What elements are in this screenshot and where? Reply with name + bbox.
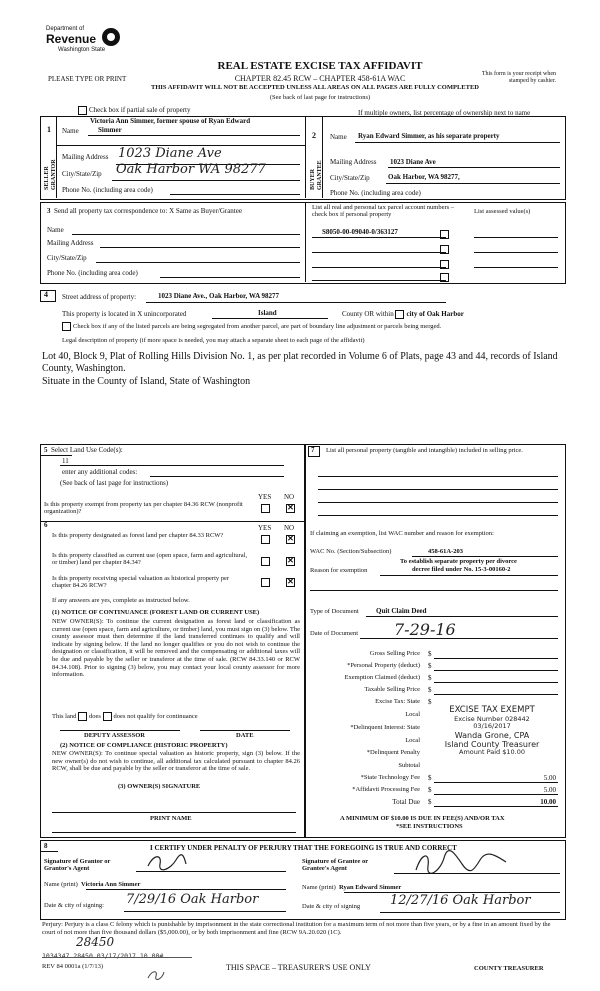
legal-description-label: Legal description of property (if more space is needed, you may attach a separate sheet to each page of the affidavit)	[62, 337, 365, 344]
seller-name-label: Name	[62, 127, 79, 135]
yes-header-1: YES	[258, 493, 272, 501]
doc-type-label: Type of Document	[310, 608, 359, 615]
calc-gross-sym: $	[428, 650, 432, 658]
wac-value[interactable]: 458-61A-203	[428, 548, 464, 555]
grantee-name-row	[302, 884, 401, 891]
seller-side-label: SELLER GRANTOR	[44, 159, 57, 190]
stamp-line-5: Island County Treasurer	[444, 739, 540, 749]
county-value[interactable]: Island	[258, 309, 277, 317]
seller-mailing-value[interactable]: 1023 Diane Ave	[118, 146, 222, 161]
located-label: This property is located in X unincorporated	[62, 310, 187, 318]
parcel-value[interactable]: S8050-00-09040-0/363127	[322, 228, 398, 236]
s3-name-label: Name	[47, 226, 64, 234]
calc-affidavit-fee-value[interactable]: 5.00	[543, 786, 556, 794]
buyer-mailing-value[interactable]: 1023 Diane Ave	[390, 158, 436, 166]
q-current-use: Is this property classified as current use (open space, farm and agricultural, or timber) land per chapter 84.34?	[52, 552, 248, 567]
dor-logo-dept-line: Department of	[46, 26, 85, 32]
seller-name-value-2[interactable]: Simmer	[98, 126, 122, 134]
grantor-name-row	[44, 881, 140, 888]
form-title: REAL ESTATE EXCISE TAX AFFIDAVIT	[217, 60, 423, 72]
reason-value-2[interactable]: decree filed under No. 15-3-00160-2	[412, 566, 511, 573]
notice2-title: (2) NOTICE OF COMPLIANCE (HISTORIC PROPERTY)	[60, 742, 228, 749]
exemption-label: If claiming an exemption, list WAC number and reason for exemption:	[310, 530, 494, 537]
stamp-line-1: EXCISE TAX EXEMPT	[449, 705, 535, 715]
grantee-sig-label: Signature of Grantee or Grantee's Agent	[302, 858, 369, 873]
dor-logo-mark-icon	[102, 28, 120, 46]
partial-sale-label: Check box if partial sale of property	[89, 106, 191, 115]
buyer-mailing-label: Mailing Address	[330, 158, 377, 166]
certify-line: I CERTIFY UNDER PENALTY OF PERJURY THAT THE FOREGOING IS TRUE AND CORRECT	[150, 844, 457, 852]
stamp-line-3: 03/16/2017	[473, 722, 511, 731]
stamp-line-4: Wanda Grone, CPA	[454, 730, 530, 740]
minimum-note: A MINIMUM OF $10.00 IS DUE IN FEE(S) AND/OR TAX	[340, 815, 505, 822]
calc-excise-state-label: Excise Tax: State	[375, 698, 420, 705]
buyer-city-label: City/State/Zip	[330, 174, 370, 182]
calc-personal-sym: $	[428, 662, 432, 670]
q-historic: Is this property receiving special valuation as historical property per chapter 84.26 RCW?	[52, 575, 230, 590]
does-not-qualify-checkbox[interactable]	[103, 712, 112, 721]
dor-logo-name: Revenue	[46, 32, 97, 46]
section-1-number: 1	[47, 125, 51, 134]
grantee-signature-scribble-icon	[410, 848, 550, 876]
additional-codes-label: enter any additional codes:	[62, 468, 138, 476]
grantor-signature[interactable]	[140, 852, 280, 872]
section-4-number: 4	[44, 290, 48, 299]
multiple-owners-note: If multiple owners, list percentage of ownership next to name	[358, 109, 531, 117]
buyer-name-value[interactable]: Ryan Edward Simmer, as his separate property	[358, 132, 500, 140]
section-3-number: 3	[47, 207, 51, 215]
doc-date-value[interactable]: 7-29-16	[394, 620, 456, 639]
exempt-stamp	[424, 706, 560, 757]
city-of-label: city of Oak Harbor	[406, 310, 464, 319]
county-label: County OR within	[342, 310, 394, 319]
date-label: DATE	[236, 732, 254, 739]
does-not-label: does not qualify for continuance	[113, 712, 198, 720]
section-4-number-box	[40, 290, 56, 302]
segregated-row	[62, 322, 562, 331]
notice2-text: NEW OWNER(S): To continue special valuation as historic property, sign (3) below. If the new owner(s) do not wish to continue, all additional tax calculated pursuant to chapter 84.26 RCW, shall be due and payable by the seller or transferor at the time of sale.	[52, 750, 300, 773]
buyer-phone-label: Phone No. (including area code)	[330, 189, 421, 197]
s3-phone-label: Phone No. (including area code)	[47, 269, 138, 277]
q-current-use-no[interactable]: ✕	[287, 555, 294, 565]
partial-sale-checkbox[interactable]	[78, 106, 87, 115]
calc-subtotal-label: Subtotal	[398, 762, 420, 769]
grantor-name-label: Name (print)	[44, 881, 78, 888]
grantor-date-value[interactable]: 7/29/16 Oak Harbor	[126, 892, 259, 907]
grantor-name-value[interactable]: Victoria Ann Simmer	[81, 881, 141, 888]
calc-delinq-state-label: *Delinquent Interest: State	[350, 724, 420, 731]
q-nonprofit-yes[interactable]	[261, 503, 272, 513]
see-instructions: *SEE INSTRUCTIONS	[396, 823, 463, 830]
q-current-use-yes[interactable]	[261, 556, 272, 566]
partial-sale-row	[78, 106, 190, 115]
this-land-label: This land	[52, 712, 77, 720]
q-forest-no[interactable]: ✕	[287, 533, 294, 543]
seller-city-label: City/State/Zip	[62, 170, 102, 178]
s3-mailing-label: Mailing Address	[47, 239, 94, 247]
grantee-date-label: Date & city of signing	[302, 903, 361, 910]
section-5-number: 5	[44, 446, 48, 454]
calc-exemption-label: Exemption Claimed (deduct)	[344, 674, 420, 681]
deputy-assessor-label: DEPUTY ASSESSOR	[84, 732, 145, 739]
q-historic-yes[interactable]	[261, 577, 272, 587]
calc-excise-state-sym: $	[428, 698, 432, 706]
receipt-note: This form is your receipt when stamped by cashier.	[481, 71, 556, 84]
notice1-text: NEW OWNER(S): To continue the current designation as forest land or classification as current use (open space, farm and agriculture, or timber) land, you must sign on (3) below. The county assessor must then determine if the land transferred continues to qualify and will indicate by signing below. If the land no longer qualifies or you do not wish to continue the designation or classification, it will be removed and the compensating or additional taxes will be due and payable by the seller or transferor at the time of sale. (RCW 84.33.140 or RCW 84.34.108). Prior to signing (3) below, you may contact your local county assessor for more information.	[52, 618, 300, 679]
q-forest: Is this property designated as forest land per chapter 84.33 RCW?	[52, 532, 224, 539]
footer-scribble-icon	[146, 968, 166, 984]
q-forest-yes[interactable]	[261, 534, 272, 544]
grantee-name-label: Name (print)	[302, 884, 336, 891]
segregated-label: Check box if any of the listed parcels are being segregated from another parcel, are part of boundary line adjustment or parcels being merged.	[73, 323, 442, 331]
section-6-number: 6	[44, 521, 48, 529]
reason-value-1[interactable]: To establish separate property per divorce	[400, 558, 517, 565]
calc-gross-label: Gross Selling Price	[369, 650, 420, 657]
perjury-note: Perjury: Perjury is a class C felony which is punishable by imprisonment in the state correctional institution for a maximum term of not more than five years, or by a fine in an amount fixed by the court of not more than five thousand dollars ($5,000.00), or by both imprisonment and fine (RCW 9A.20.020 (1C).	[42, 921, 551, 936]
dor-logo	[44, 26, 134, 64]
dor-logo-state: Washington State	[58, 47, 106, 53]
continuance-row	[52, 712, 198, 721]
section-7-number: 7	[311, 446, 315, 454]
section-8-number: 8	[44, 842, 48, 850]
calc-affidavit-fee-label: *Affidavit Processing Fee	[352, 786, 420, 793]
does-qualify-checkbox[interactable]	[78, 712, 87, 721]
section-2-number: 2	[312, 131, 316, 140]
calc-tech-fee-sym: $	[428, 774, 432, 782]
notice1-title: (1) NOTICE OF CONTINUANCE (FOREST LAND OR CURRENT USE)	[52, 609, 260, 616]
footer-handwritten-number: 28450	[76, 935, 115, 949]
calc-affidavit-fee-sym: $	[428, 786, 432, 794]
section-5-title-row	[44, 446, 123, 454]
footer-county-treasurer: COUNTY TREASURER	[474, 965, 544, 972]
no-header-1: NO	[284, 493, 295, 501]
segregated-checkbox[interactable]	[62, 322, 71, 331]
grantor-sig-label: Signature of Grantor or Grantor's Agent	[44, 858, 111, 873]
county-or-within	[342, 310, 464, 319]
street-label: Street address of property:	[62, 293, 137, 301]
form-chapter: CHAPTER 82.45 RCW – CHAPTER 458-61A WAC	[234, 74, 406, 83]
grantee-date-value[interactable]: 12/27/16 Oak Harbor	[390, 893, 531, 908]
street-value[interactable]: 1023 Diane Ave., Oak Harbor, WA 98277	[158, 292, 280, 300]
seller-city-value[interactable]: Oak Harbor WA 98277	[116, 162, 266, 177]
see-back-instructions: (See back of last page for instructions)	[269, 94, 371, 101]
grantee-name-value[interactable]: Ryan Edward Simmer	[339, 884, 402, 891]
personal-property-label: List all personal property (tangible and intangible) included in selling price.	[326, 447, 523, 454]
calc-local-label: Local	[405, 711, 420, 718]
q-historic-no[interactable]: ✕	[287, 576, 294, 586]
parcel-header: List all real and personal tax parcel account numbers – check box if personal property	[312, 204, 455, 219]
grantor-date-label: Date & city of signing:	[44, 902, 104, 909]
s3-city-label: City/State/Zip	[47, 254, 87, 262]
land-use-see-back: (See back of last page for instructions)	[60, 479, 169, 487]
stamp-line-2: Excise Number 028442	[454, 714, 530, 723]
parcel-personal-checkbox-1[interactable]	[440, 229, 451, 239]
reason-label: Reason for exemption	[310, 567, 368, 574]
buyer-name-label: Name	[330, 133, 347, 141]
grantee-signature[interactable]	[410, 848, 550, 876]
buyer-side-label: BUYER GRANTEE	[310, 160, 323, 190]
assessed-header: List assessed value(s)	[474, 208, 531, 215]
please-type: PLEASE TYPE OR PRINT	[48, 75, 127, 83]
section-3-title-row	[47, 207, 242, 215]
calc-tech-fee-label: *State Technology Fee	[360, 774, 420, 781]
footer-treasurer-space: THIS SPACE – TREASURER'S USE ONLY	[226, 963, 371, 972]
yes-header-2: YES	[258, 524, 272, 532]
seller-name-value[interactable]: Victoria Ann Simmer, former spouse of Ryan Edward	[90, 117, 251, 125]
calc-delinq-penalty-label: *Delinquent Penalty	[366, 749, 420, 756]
q-nonprofit-no[interactable]: ✕	[287, 502, 294, 512]
print-name-label: PRINT NAME	[150, 815, 192, 822]
q-nonprofit: Is this property exempt from property tax per chapter 84.36 RCW (nonprofit organization)?	[44, 501, 243, 516]
land-use-value[interactable]: 11	[62, 457, 69, 465]
calc-personal-label: *Personal Property (deduct)	[347, 662, 420, 669]
owner-signature-label: (3) OWNER(S) SIGNATURE	[118, 783, 201, 790]
calc-total-value[interactable]: 10.00	[540, 798, 556, 806]
wac-label: WAC No. (Section/Subsection)	[310, 548, 392, 555]
calc-total-sym: $	[428, 798, 432, 806]
seller-mailing-label: Mailing Address	[62, 153, 109, 161]
footer-rev: REV 84 0001a (1/7/13)	[42, 963, 104, 970]
calc-taxable-sym: $	[428, 686, 432, 694]
calc-exemption-sym: $	[428, 674, 432, 682]
calc-local2-label: Local	[405, 737, 420, 744]
legal-description-text[interactable]: Lot 40, Block 9, Plat of Rolling Hills Division No. 1, as per plat recorded in Volume 6 of Plats, page 43 and 44, records of Island County, Washington.	[42, 351, 558, 374]
parcel-personal-checkbox-2[interactable]	[440, 244, 451, 254]
parcel-personal-checkbox-3[interactable]	[440, 259, 451, 269]
footer-stamp-line: 1034347 28450 03/17/2017 10.00#	[42, 952, 164, 960]
calc-taxable-label: Taxable Selling Price	[364, 686, 420, 693]
form-warning: THIS AFFIDAVIT WILL NOT BE ACCEPTED UNLESS ALL AREAS ON ALL PAGES ARE FULLY COMPLETED	[151, 84, 479, 91]
calc-total-label: Total Due	[392, 798, 420, 806]
no-header-2: NO	[284, 524, 295, 532]
parcel-personal-checkbox-4[interactable]	[440, 272, 451, 282]
stamp-line-6: Amount Paid $10.00	[459, 748, 525, 757]
grantor-signature-scribble-icon	[140, 852, 280, 872]
legal-description-situate[interactable]: Situate in the County of Island, State of Washington	[42, 376, 251, 387]
calc-tech-fee-value[interactable]: 5.00	[543, 774, 556, 782]
doc-type-value[interactable]: Quit Claim Deed	[376, 607, 427, 615]
land-use-label: Select Land Use Code(s):	[51, 446, 123, 454]
if-yes-note: If any answers are yes, complete as instructed below.	[52, 597, 190, 604]
seller-phone-label: Phone No. (including area code)	[62, 186, 153, 194]
does-label: does	[89, 712, 101, 720]
doc-date-label: Date of Document	[310, 630, 359, 637]
section-3-title: Send all property tax correspondence to: X Same as Buyer/Grantee	[54, 207, 242, 215]
city-checkbox[interactable]	[395, 310, 404, 319]
buyer-city-value[interactable]: Oak Harbor, WA 98277,	[388, 173, 460, 181]
